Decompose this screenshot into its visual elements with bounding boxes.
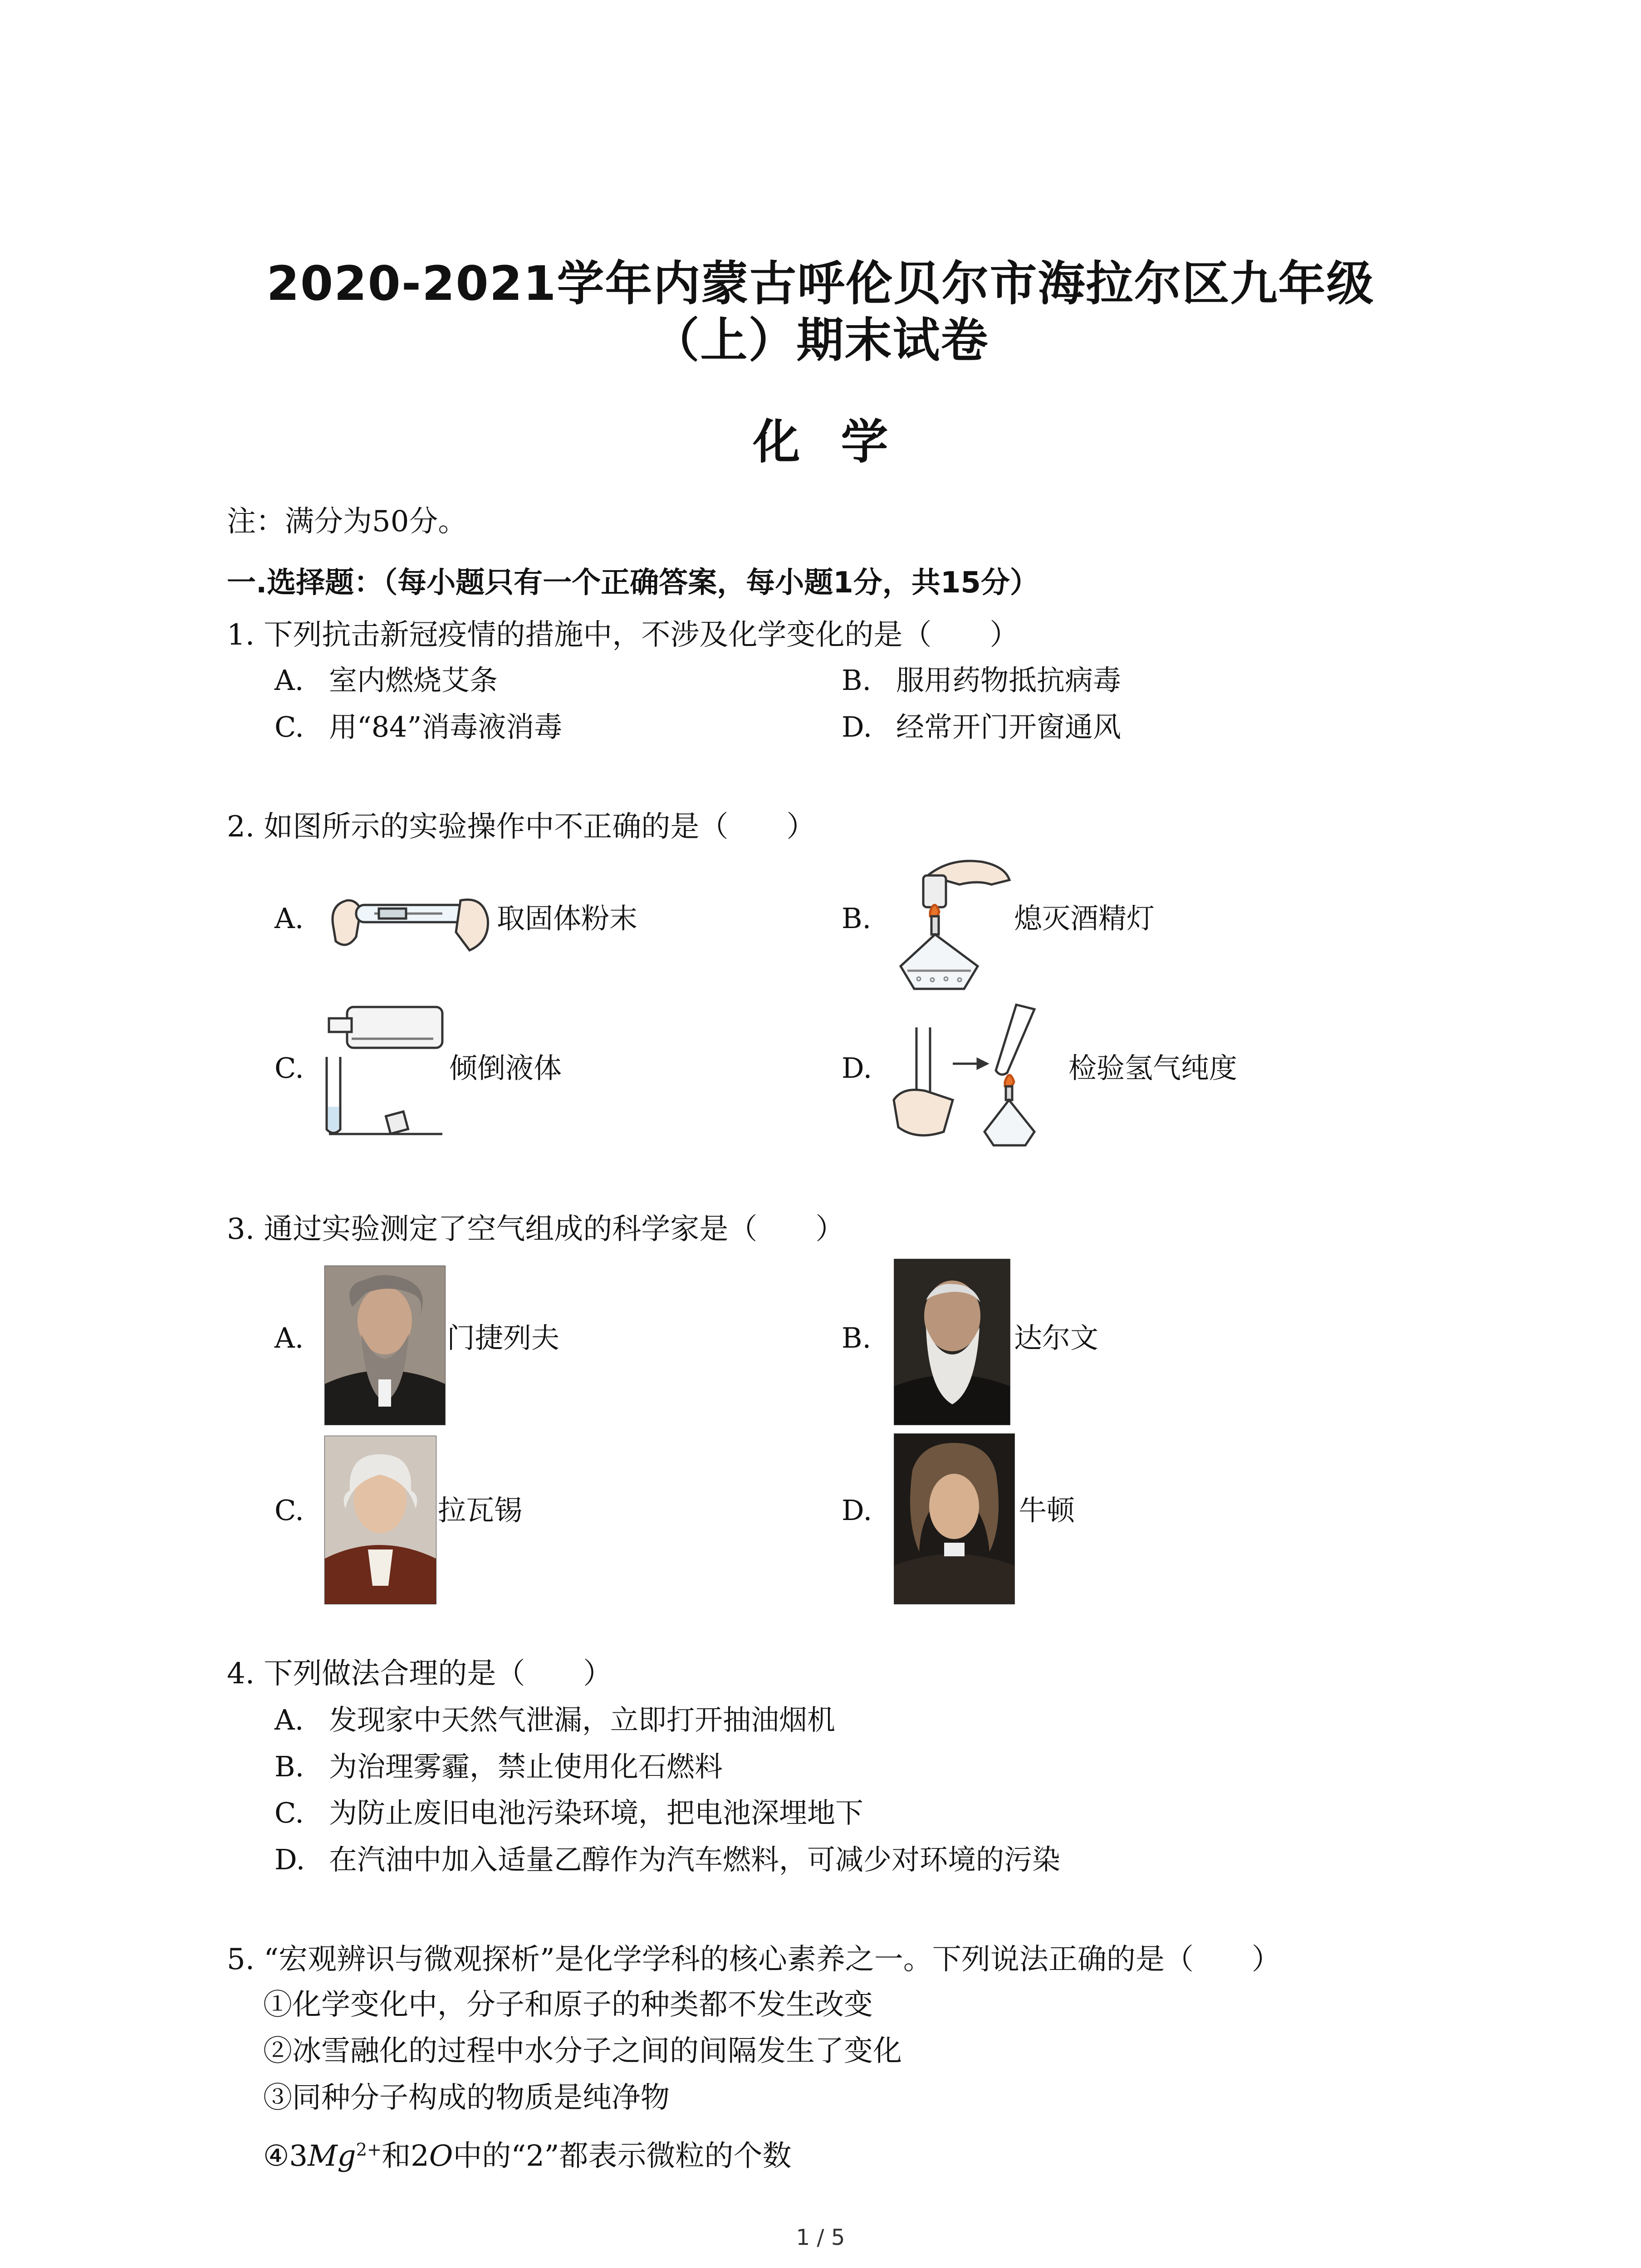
question-3-option-d-letter: D. [842,1494,872,1527]
question-5-item-4: $④3Mg^{2+}$和2O中的“2”都表示微粒的个数 [263,2139,792,2173]
question-4-option-b: B. 为治理雾霾，禁止使用化石燃料 [274,1750,723,1783]
powder-sampling-icon [324,873,497,964]
question-2-option-b-letter: B. [842,902,872,935]
question-4-option-a: A. 发现家中天然气泄漏，立即打开抽油烟机 [274,1703,836,1736]
question-4-option-d: D. 在汽油中加入适量乙醇作为汽车燃料，可减少对环境的污染 [274,1843,1061,1876]
question-1-option-c: C. 用“84”消毒液消毒 [274,710,563,743]
question-2-option-c-text: 倾倒液体 [449,1051,562,1085]
question-3-option-c-letter: C. [274,1494,304,1527]
darwin-portrait [894,1259,1010,1425]
page-title-line1: 2020-2021学年内蒙古呼伦贝尔市海拉尔区九年级 [266,256,1375,311]
lavoisier-portrait [324,1436,436,1604]
page-title-line2: （上）期末试卷 [652,313,989,368]
question-3-option-a-text: 门捷列夫 [447,1321,560,1354]
question-5-stem: 5. “宏观辨识与微观探析”是化学学科的核心素养之一。下列说法正确的是（ ） [227,1943,1281,1976]
question-1-option-d: D. 经常开门开窗通风 [842,710,1122,743]
question-2-option-d-letter: D. [842,1051,872,1085]
question-5-item-1: ①化学变化中，分子和原子的种类都不发生改变 [263,1988,873,2022]
question-3-option-b-text: 达尔文 [1014,1321,1099,1354]
question-5-item-3: ③同种分子构成的物质是纯净物 [263,2081,670,2115]
question-1-stem: 1. 下列抗击新冠疫情的措施中，不涉及化学变化的是（ ） [227,618,1019,652]
pour-liquid-icon [320,998,451,1143]
question-2-stem: 2. 如图所示的实验操作中不正确的是（ ） [227,810,816,844]
score-note: 注：满分为50分。 [227,505,467,538]
question-3-stem: 3. 通过实验测定了空气组成的科学家是（ ） [227,1212,845,1246]
hydrogen-purity-test-icon [889,996,1062,1150]
question-4-stem: 4. 下列做法合理的是（ ） [227,1657,612,1691]
question-3-option-c-text: 拉瓦锡 [438,1494,523,1527]
newton-portrait [894,1433,1015,1604]
subject-title: 化学 [753,414,929,469]
mendeleev-portrait [324,1266,446,1425]
question-2-option-a-text: 取固体粉末 [497,902,638,935]
question-5-item-2: ②冰雪融化的过程中水分子之间的间隔发生了变化 [263,2034,902,2068]
question-2-option-b-text: 熄灭酒精灯 [1014,902,1155,935]
question-2-option-c-letter: C. [274,1051,304,1085]
question-3-option-b-letter: B. [842,1321,872,1354]
question-3-option-d-text: 牛顿 [1019,1494,1075,1527]
question-1-option-b: B. 服用药物抵抗病毒 [842,664,1122,697]
section-heading: 一.选择题：（每小题只有一个正确答案，每小题1分，共15分） [227,566,1039,600]
question-2-option-a-letter: A. [274,902,304,935]
question-1-option-a: A. 室内燃烧艾条 [274,664,498,697]
question-2-option-d-text: 检验氢气纯度 [1068,1051,1238,1085]
question-4-option-c: C. 为防止废旧电池污染环境，把电池深埋地下 [274,1796,864,1829]
question-3-option-a-letter: A. [274,1321,304,1354]
page-number: 1 / 5 [796,2225,845,2250]
extinguish-lamp-icon [887,848,1019,993]
